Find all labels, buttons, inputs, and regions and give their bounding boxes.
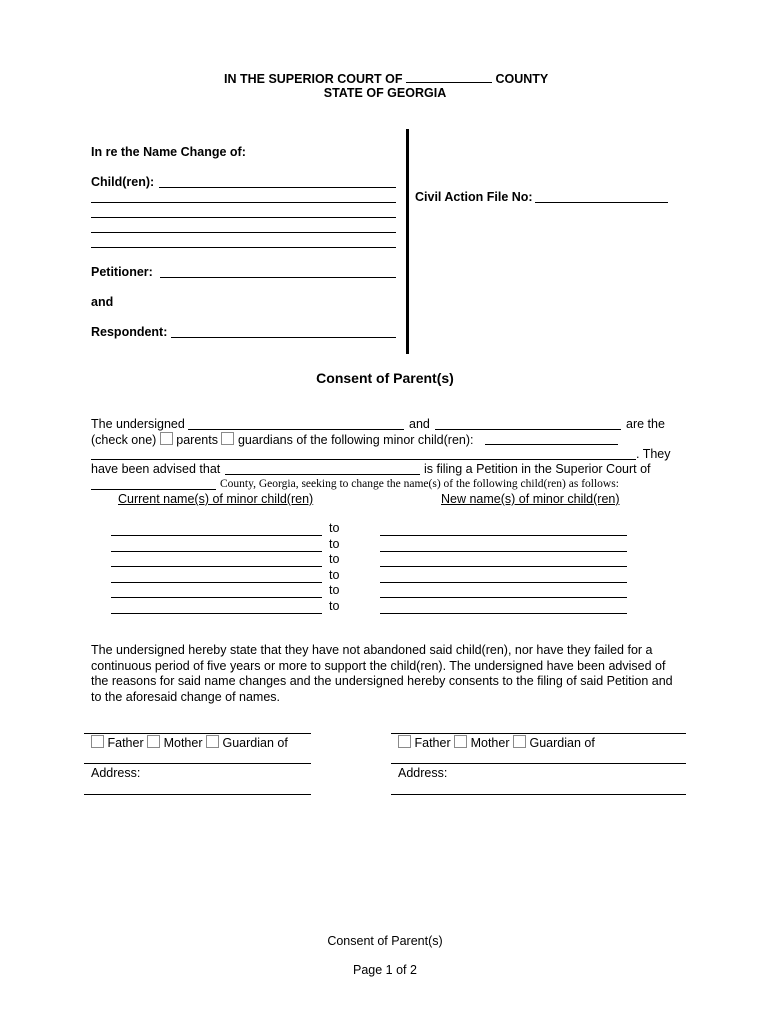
caption-divider bbox=[406, 129, 409, 354]
respondent-line bbox=[171, 337, 396, 338]
children-label: Child(ren): bbox=[91, 175, 155, 189]
relationship-right bbox=[398, 735, 595, 750]
in-re-label: In re the Name Change of: bbox=[91, 145, 246, 159]
current-name-line-2 bbox=[111, 551, 322, 552]
signature-line-left bbox=[84, 733, 311, 734]
county-text: County, Georgia, seeking to change the name(s) of the following child(ren) as follows: bbox=[220, 478, 619, 490]
court-heading bbox=[224, 70, 548, 86]
consent-and: and bbox=[409, 417, 430, 431]
children-line-1 bbox=[159, 187, 396, 188]
current-name-line-3 bbox=[111, 566, 322, 567]
new-name-line-4 bbox=[380, 582, 627, 583]
new-name-line-2 bbox=[380, 551, 627, 552]
guardians-label: guardians of the following minor child(ren): bbox=[237, 433, 474, 447]
new-name-line-1 bbox=[380, 535, 627, 536]
they-text: . They bbox=[636, 447, 671, 461]
civil-action-label: Civil Action File No: bbox=[415, 190, 533, 204]
guardian-checkbox-left[interactable] bbox=[206, 735, 219, 748]
petitioner-line bbox=[160, 277, 396, 278]
petitioner-label: Petitioner: bbox=[91, 265, 153, 279]
page-number: Page 1 of 2 bbox=[353, 963, 417, 977]
guardian-label-left: Guardian of bbox=[222, 736, 288, 750]
new-name-line-3 bbox=[380, 566, 627, 567]
address-line-right bbox=[391, 794, 686, 795]
parent-name-line-1 bbox=[188, 429, 404, 430]
mother-label-left: Mother bbox=[163, 736, 203, 750]
relationship-line-right bbox=[391, 763, 686, 764]
consent-are-the: are the bbox=[626, 417, 665, 431]
county-name-line bbox=[91, 489, 216, 490]
father-label-left: Father bbox=[107, 736, 144, 750]
new-name-line-6 bbox=[380, 613, 627, 614]
guardian-checkbox-right[interactable] bbox=[513, 735, 526, 748]
relationship-left bbox=[91, 735, 288, 750]
new-name-line-5 bbox=[380, 597, 627, 598]
new-names-header: New name(s) of minor child(ren) bbox=[441, 492, 620, 506]
court-prefix: IN THE SUPERIOR COURT OF bbox=[224, 72, 403, 86]
civil-action-line bbox=[535, 202, 668, 203]
minor-children-line-2 bbox=[91, 459, 636, 460]
children-line-4 bbox=[91, 232, 396, 233]
state-heading: STATE OF GEORGIA bbox=[323, 86, 447, 100]
court-suffix: COUNTY bbox=[495, 72, 549, 86]
relationship-line-left bbox=[84, 763, 311, 764]
mother-checkbox-right[interactable] bbox=[454, 735, 467, 748]
father-checkbox-right[interactable] bbox=[398, 735, 411, 748]
children-line-5 bbox=[91, 247, 396, 248]
address-label-left: Address: bbox=[91, 766, 141, 780]
father-checkbox-left[interactable] bbox=[91, 735, 104, 748]
filing-text: is filing a Petition in the Superior Court of bbox=[424, 462, 651, 476]
current-name-line-4 bbox=[111, 582, 322, 583]
to-word-1: to bbox=[329, 521, 340, 535]
respondent-label: Respondent: bbox=[91, 325, 168, 339]
document-title: Consent of Parent(s) bbox=[316, 370, 454, 386]
and-label: and bbox=[91, 295, 114, 309]
signature-line-right bbox=[391, 733, 686, 734]
minor-children-line-1 bbox=[485, 444, 618, 445]
statement-line-4: to the aforesaid change of names. bbox=[91, 690, 281, 704]
statement-line-2: continuous period of five years or more to support the child(ren). The undersigned have been advised of bbox=[91, 659, 666, 673]
current-name-line-6 bbox=[111, 613, 322, 614]
county-blank bbox=[406, 70, 492, 83]
address-label-right: Address: bbox=[398, 766, 448, 780]
to-word-6: to bbox=[329, 599, 340, 613]
parent-name-line-2 bbox=[435, 429, 621, 430]
address-line-left bbox=[84, 794, 311, 795]
statement-line-1: The undersigned hereby state that they have not abandoned said child(ren), nor have they failed for a bbox=[91, 643, 653, 657]
current-names-header: Current name(s) of minor child(ren) bbox=[118, 492, 314, 506]
consent-line-1a: The undersigned bbox=[91, 417, 185, 431]
parents-label: parents bbox=[176, 433, 218, 447]
to-word-2: to bbox=[329, 537, 340, 551]
statement-line-3: the reasons for said name changes and the undersigned hereby consents to the filing of said Petition and bbox=[91, 674, 673, 688]
to-word-3: to bbox=[329, 552, 340, 566]
children-line-2 bbox=[91, 202, 396, 203]
guardian-label-right: Guardian of bbox=[529, 736, 595, 750]
current-name-line-5 bbox=[111, 597, 322, 598]
advised-prefix: have been advised that bbox=[91, 462, 221, 476]
footer-title: Consent of Parent(s) bbox=[327, 934, 443, 948]
mother-label-right: Mother bbox=[470, 736, 510, 750]
consent-line-2 bbox=[91, 432, 474, 447]
mother-checkbox-left[interactable] bbox=[147, 735, 160, 748]
father-label-right: Father bbox=[414, 736, 451, 750]
to-word-4: to bbox=[329, 568, 340, 582]
to-word-5: to bbox=[329, 583, 340, 597]
check-one-label: (check one) bbox=[91, 433, 157, 447]
parents-checkbox[interactable] bbox=[160, 432, 173, 445]
children-line-3 bbox=[91, 217, 396, 218]
current-name-line-1 bbox=[111, 535, 322, 536]
guardians-checkbox[interactable] bbox=[221, 432, 234, 445]
petitioner-name-line bbox=[225, 474, 420, 475]
